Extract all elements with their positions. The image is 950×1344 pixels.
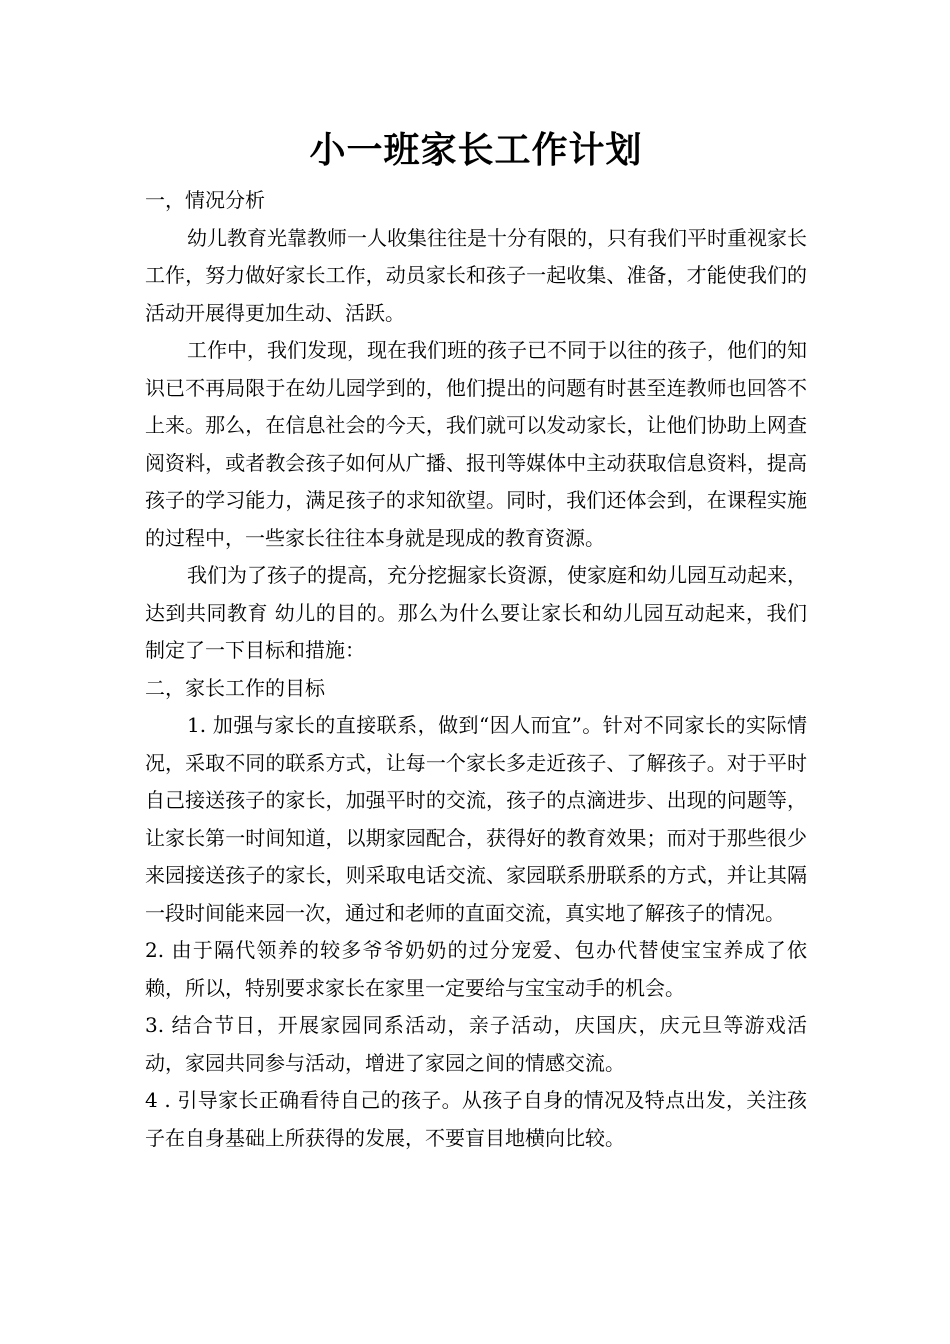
paragraph-situation-3: 我们为了孩子的提高，充分挖掘家长资源，使家庭和幼儿园互动起来，达到共同教育 幼儿的目的。那么为什么要让家长和幼儿园互动起来，我们制定了一下目标和措施： (145, 563, 807, 662)
goal-item-4: 4 . 引导家长正确看待自己的孩子。从孩子自身的情况及特点出发，关注孩子在自身基础上所获得的发展，不要盲目地横向比较。 (145, 1088, 807, 1150)
paragraph-situation-2: 工作中，我们发现，现在我们班的孩子已不同于以往的孩子，他们的知识已不再局限于在幼儿园学到的，他们提出的问题有时甚至连教师也回答不上来。那么，在信息社会的今天，我们就可以发动家长，让他们协助上网查阅资料，或者教会孩子如何从广播、报刊等媒体中主动获取信息资料，提高孩子的学习能力，满足孩子的求知欲望。同时，我们还体会到，在课程实施的过程中，一些家长往往本身就是现成的教育资源。 (145, 338, 807, 550)
section-heading-goals: 二，家长工作的目标 (145, 675, 325, 700)
document-title: 小一班家长工作计划 (309, 129, 643, 171)
goal-item-1: 1. 加强与家长的直接联系，做到“因人而宜”。针对不同家长的实际情况，采取不同的联系方式，让每一个家长多走近孩子、了解孩子。对于平时自己接送孩子的家长，加强平时的交流，孩子的点滴进步、出现的问题等，让家长第一时间知道，以期家园配合，获得好的教育效果；而对于那些很少来园接送孩子的家长，则采取电话交流、家园联系册联系的方式，并让其隔一段时间能来园一次，通过和老师的直面交流，真实地了解孩子的情况。 (145, 713, 807, 925)
section-heading-situation: 一，情况分析 (145, 188, 265, 212)
goal-item-3: 3. 结合节日，开展家园同系活动，亲子活动，庆国庆，庆元旦等游戏活动，家园共同参与活动，增进了家园之间的情感交流。 (145, 1013, 807, 1075)
document-page (145, 118, 807, 1157)
paragraph-situation-1: 幼儿教育光靠教师一人收集往往是十分有限的，只有我们平时重视家长工作，努力做好家长工作，动员家长和孩子一起收集、准备，才能使我们的活动开展得更加生动、活跃。 (145, 225, 807, 325)
goal-item-2: 2. 由于隔代领养的较多爷爷奶奶的过分宠爱、包办代替使宝宝养成了依赖，所以，特别要求家长在家里一定要给与宝宝动手的机会。 (145, 938, 807, 1000)
